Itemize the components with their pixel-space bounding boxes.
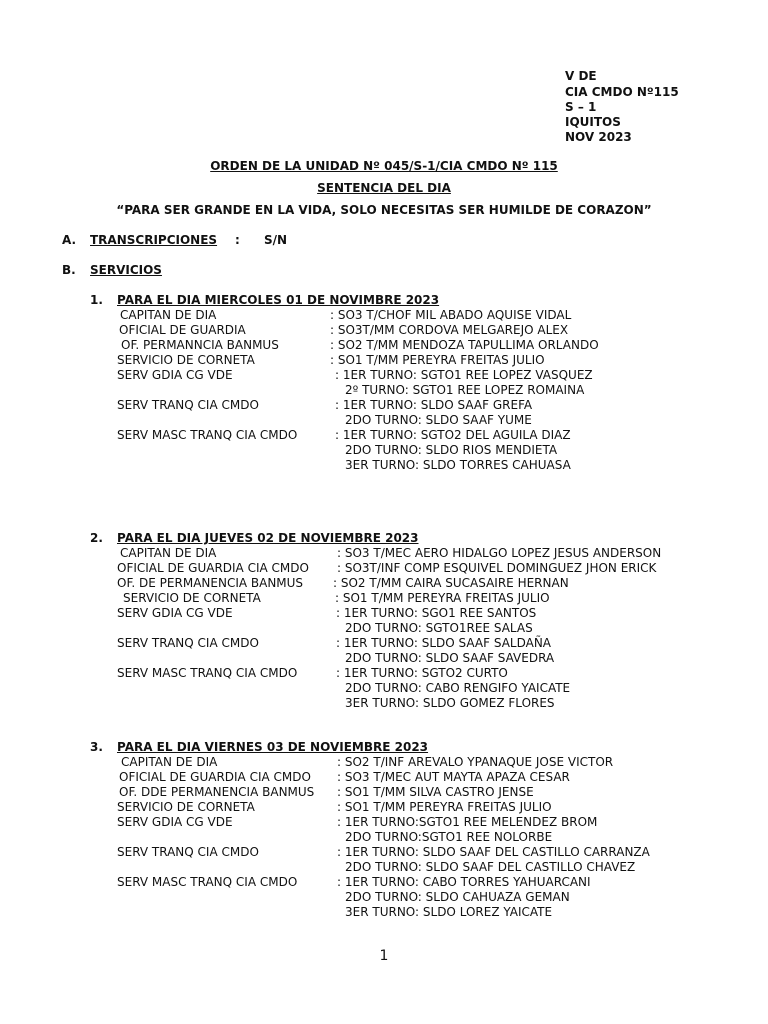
row-value: : SO2 T/MM MENDOZA TAPULLIMA ORLANDO — [330, 338, 599, 352]
row-value: : 1ER TURNO: SLDO SAAF GREFA — [335, 398, 533, 412]
row-value: : SO1 T/MM PEREYRA FREITAS JULIO — [330, 353, 545, 367]
row-value: 3ER TURNO: SLDO LOREZ YAICATE — [345, 905, 553, 919]
row-value: : SO2 T/MM CAIRA SUCASAIRE HERNAN — [333, 576, 569, 590]
row-label: SERV TRANQ CIA CMDO — [117, 845, 259, 859]
row-label: SERVICIO DE CORNETA — [117, 800, 255, 814]
row-label: OF. DDE PERMANENCIA BANMUS — [119, 785, 315, 799]
row-value: : SO3 T/MEC AUT MAYTA APAZA CESAR — [337, 770, 570, 784]
row-value: : 1ER TURNO: SGO1 REE SANTOS — [336, 606, 537, 620]
row-label: OFICIAL DE GUARDIA CIA CMDO — [119, 770, 311, 784]
row-value: : 1ER TURNO: CABO TORRES YAHUARCANI — [337, 875, 591, 889]
row-label: SERV MASC TRANQ CIA CMDO — [117, 875, 298, 889]
row-value: : SO3 T/CHOF MIL ABADO AQUISE VIDAL — [330, 308, 572, 322]
row-value: : SO1 T/MM PEREYRA FREITAS JULIO — [337, 800, 552, 814]
row-label: CAPITAN DE DIA — [120, 546, 217, 560]
sentence-title: SENTENCIA DEL DIA — [317, 181, 451, 195]
row-value: 2DO TURNO: SLDO CAHUAZA GEMAN — [345, 890, 570, 904]
header-line-1: V DE — [565, 69, 597, 83]
section-a-letter: A. — [62, 233, 77, 247]
day-3-title-line — [90, 740, 428, 755]
row-label: SERV TRANQ CIA CMDO — [117, 398, 259, 412]
row-label: SERV TRANQ CIA CMDO — [117, 636, 259, 650]
section-a-title: TRANSCRIPCIONES — [90, 233, 218, 247]
day-3-title: PARA EL DIA VIERNES 03 DE NOVIEMBRE 2023 — [117, 740, 429, 754]
row-value: 2DO TURNO: SLDO SAAF DEL CASTILLO CHAVEZ — [345, 860, 636, 874]
row-label: SERVICIO DE CORNETA — [123, 591, 261, 605]
row-label: SERV GDIA CG VDE — [117, 606, 233, 620]
day-3-number: 3. — [90, 740, 103, 754]
row-value: 2DO TURNO: SGTO1REE SALAS — [345, 621, 533, 635]
row-value: : 1ER TURNO: SGTO2 DEL AGUILA DIAZ — [335, 428, 571, 442]
row-label: SERVICIO DE CORNETA — [117, 353, 255, 367]
row-value: 2º TURNO: SGTO1 REE LOPEZ ROMAINA — [345, 383, 585, 397]
header-line-4: IQUITOS — [565, 115, 621, 129]
row-value: : 1ER TURNO: SGTO2 CURTO — [336, 666, 508, 680]
row-value: : 1ER TURNO: SLDO SAAF DEL CASTILLO CARRANZA — [337, 845, 650, 859]
row-value: 2DO TURNO:SGTO1 REE NOLORBE — [345, 830, 553, 844]
row-label: OFICIAL DE GUARDIA CIA CMDO — [117, 561, 309, 575]
day-1-title: PARA EL DIA MIERCOLES 01 DE NOVIMBRE 2023 — [117, 293, 440, 307]
row-label: SERV MASC TRANQ CIA CMDO — [117, 666, 298, 680]
section-b-letter: B. — [62, 263, 76, 277]
page-number: 1 — [379, 948, 389, 964]
row-label: CAPITAN DE DIA — [121, 755, 218, 769]
day-1-number: 1. — [90, 293, 103, 307]
row-label: OFICIAL DE GUARDIA — [119, 323, 246, 337]
row-value: : SO3T/INF COMP ESQUIVEL DOMINGUEZ JHON ERICK — [337, 561, 657, 575]
day-1-title-line — [90, 293, 439, 308]
row-value: 3ER TURNO: SLDO GOMEZ FLORES — [345, 696, 555, 710]
section-a-separator: : — [235, 233, 240, 247]
row-value: : SO1 T/MM SILVA CASTRO JENSE — [337, 785, 534, 799]
header-line-5: NOV 2023 — [565, 130, 632, 144]
day-2-title: PARA EL DIA JUEVES 02 DE NOVIEMBRE 2023 — [117, 531, 419, 545]
row-value: : 1ER TURNO:SGTO1 REE MELENDEZ BROM — [337, 815, 598, 829]
row-label: SERV GDIA CG VDE — [117, 815, 233, 829]
row-label: SERV GDIA CG VDE — [117, 368, 233, 382]
section-a-value: S/N — [264, 233, 288, 247]
row-value: : SO2 T/INF AREVALO YPANAQUE JOSE VICTOR — [337, 755, 614, 769]
row-value: 2DO TURNO: SLDO SAAF SAVEDRA — [345, 651, 555, 665]
header-line-3: S – 1 — [565, 100, 597, 114]
quote: “PARA SER GRANDE EN LA VIDA, SOLO NECESITAS SER HUMILDE DE CORAZON” — [116, 203, 652, 217]
row-value: : 1ER TURNO: SGTO1 REE LOPEZ VASQUEZ — [335, 368, 593, 382]
row-value: 3ER TURNO: SLDO TORRES CAHUASA — [345, 458, 571, 472]
row-value: 2DO TURNO: SLDO SAAF YUME — [345, 413, 532, 427]
header-line-2: CIA CMDO Nº115 — [565, 85, 679, 99]
day-2-title-line — [90, 531, 419, 546]
row-label: OF. DE PERMANENCIA BANMUS — [117, 576, 304, 590]
row-label: SERV MASC TRANQ CIA CMDO — [117, 428, 298, 442]
row-value: 2DO TURNO: SLDO RIOS MENDIETA — [345, 443, 558, 457]
row-value: : SO3T/MM CORDOVA MELGAREJO ALEX — [330, 323, 569, 337]
day-2-number: 2. — [90, 531, 103, 545]
row-value: : SO1 T/MM PEREYRA FREITAS JULIO — [335, 591, 550, 605]
section-b-title: SERVICIOS — [90, 263, 162, 277]
row-value: : 1ER TURNO: SLDO SAAF SALDAÑA — [336, 636, 552, 650]
row-label: OF. PERMANNCIA BANMUS — [121, 338, 279, 352]
row-value: : SO3 T/MEC AERO HIDALGO LOPEZ JESUS ANDERSON — [337, 546, 662, 560]
row-value: 2DO TURNO: CABO RENGIFO YAICATE — [345, 681, 571, 695]
order-title: ORDEN DE LA UNIDAD Nº 045/S-1/CIA CMDO Nº 115 — [210, 159, 558, 173]
row-label: CAPITAN DE DIA — [120, 308, 217, 322]
